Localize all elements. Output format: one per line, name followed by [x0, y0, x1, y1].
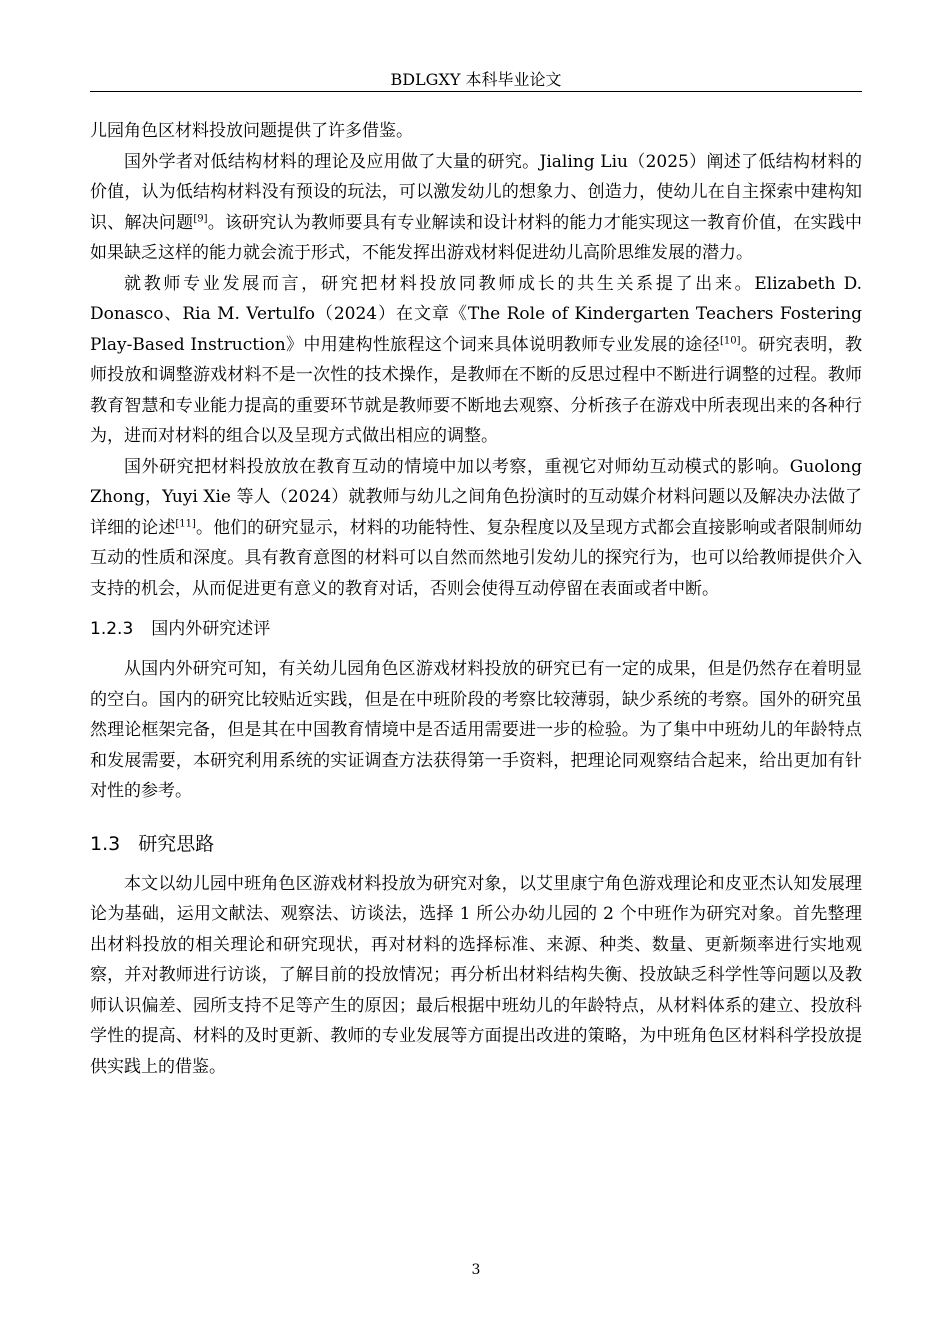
citation-ref-10: [10] — [719, 334, 741, 346]
section-title: 国内外研究述评 — [151, 619, 271, 639]
paragraph-text-tail: 。他们的研究显示，材料的功能特性、复杂程度以及呈现方式都会直接影响或者限制师幼互动的性质和深度。具有教育意图的材料可以自然而然地引发幼儿的探究行为，也可以给教师提供介入支持的机会，从而促进更有意义的教育对话，否则会使得互动停留在表面或者中断。 — [90, 517, 863, 599]
citation-ref-9: [9] — [193, 212, 208, 224]
paragraph-research-approach: 本文以幼儿园中班角色区游戏材料投放为研究对象，以艾里康宁角色游戏理论和皮亚杰认知发展理论为基础，运用文献法、观察法、访谈法，选择 1 所公办幼儿园的 2 个中班作为研究对象。首先整理出材料投放的相关理论和研究现状，再对材料的选择标准、来源、种类、数量、更新频率进行实地观察，并对教师进行访谈，了解目前的投放情况；再分析出材料结构失衡、投放缺乏科学性等问题以及教师认识偏差、园所支持不足等产生的原因；最后根据中班幼儿的年龄特点，从材料体系的建立、投放科学性的提高、材料的及时更新、教师的专业发展等方面提出改进的策略，为中班角色区材料科学投放提供实践上的借鉴。 — [90, 873, 862, 1077]
paragraph-text-tail: 。该研究认为教师要具有专业解读和设计材料的能力才能实现这一教育价值，在实践中如果缺乏这样的能力就会流于形式，不能发挥出游戏材料促进幼儿高阶思维发展的潜力。 — [90, 212, 863, 263]
paragraph-text-tail: 。研究表明，教师投放和调整游戏材料不是一次性的技术操作，是教师在不断的反思过程中不断进行调整的过程。教师教育智慧和专业能力提高的重要环节就是教师要不断地去观察、分析孩子在游戏中所表现出来的各种行为，进而对材料的组合以及呈现方式做出相应的调整。 — [90, 334, 862, 446]
paragraph-text: 就教师专业发展而言，研究把材料投放同教师成长的共生关系提了出来。Elizabeth D. Donasco、Ria M. Vertulfo（2024）在文章《The Role of Kindergarten Teachers Fostering Play-Based Instruction》中用建构性旅程这个词来具体说明教师专业发展的途径 — [90, 273, 862, 355]
paragraph-text: 国外学者对低结构材料的理论及应用做了大量的研究。Jialing Liu（2025）阐述了低结构材料的价值，认为低结构材料没有预设的玩法，可以激发幼儿的想象力、创造力，使幼儿在自主探索中建构知识、解决问题 — [90, 151, 862, 233]
paragraph-interaction — [90, 452, 862, 605]
body-content — [90, 116, 862, 1082]
section-heading-1-3 — [90, 829, 862, 859]
paragraph-teacher-development — [90, 269, 862, 452]
section-heading-1-2-3 — [90, 614, 862, 644]
running-header: BDLGXY 本科毕业论文 — [390, 70, 562, 89]
section-title: 研究思路 — [138, 832, 215, 855]
paragraph-continuation: 儿园角色区材料投放问题提供了许多借鉴。 — [90, 121, 413, 141]
section-number: 1.3 — [90, 832, 121, 855]
header-rule — [90, 91, 862, 92]
citation-ref-11: [11] — [175, 517, 196, 529]
paragraph-text: 国外研究把材料投放放在教育互动的情境中加以考察，重视它对师幼互动模式的影响。Guolong Zhong，Yuyi Xie 等人（2024）就教师与幼儿之间角色扮演时的互动媒介材料问题以及解决办法做了详细的论述 — [90, 456, 862, 538]
paragraph-review: 从国内外研究可知，有关幼儿园角色区游戏材料投放的研究已有一定的成果，但是仍然存在着明显的空白。国内的研究比较贴近实践，但是在中班阶段的考察比较薄弱，缺少系统的考察。国外的研究虽然理论框架完备，但是其在中国教育情境中是否适用需要进一步的检验。为了集中中班幼儿的年龄特点和发展需要，本研究利用系统的实证调查方法获得第一手资料，把理论同观察结合起来，给出更加有针对性的参考。 — [90, 659, 862, 801]
paragraph-low-structure-materials — [90, 147, 862, 269]
page-number: 3 — [471, 1262, 481, 1278]
section-number: 1.2.3 — [90, 619, 134, 639]
